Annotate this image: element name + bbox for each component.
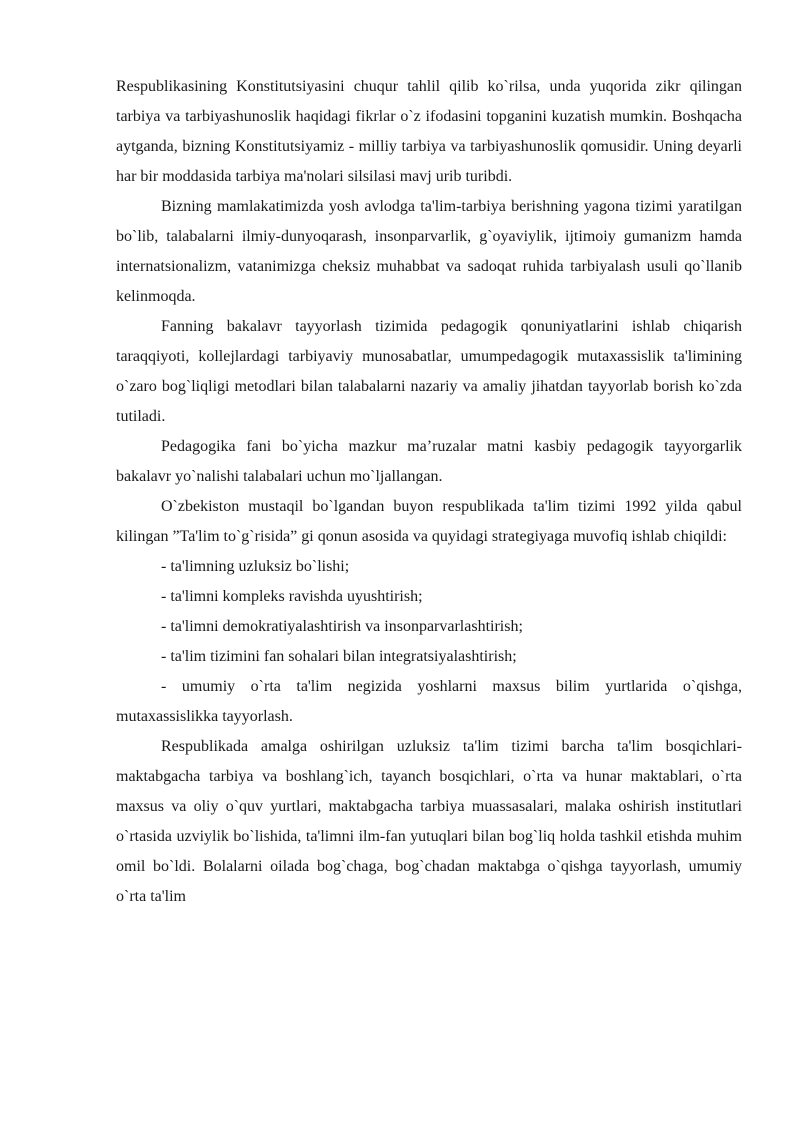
list-item: - ta'limni demokratiyalashtirish va insonparvarlashtirish; [161,618,523,635]
list-item: - ta'limni kompleks ravishda uyushtirish; [161,588,423,605]
list-item: - ta'limning uzluksiz bo`lishi; [161,558,350,575]
paragraph-bachelor-training: Fanning bakalavr tayyorlash tizimida pedagogik qonuniyatlarini ishlab chiqarish taraqqiyoti, kollejlardagi tarbiyaviy munosabatlar, umumpedagogik mutaxassislik ta'limining o`zaro bog`liqligi metodlari bilan talabalarni nazariy va amaliy jihatdan tayyorlab borish ko`zda tutiladi. [116,318,742,425]
paragraph-constitution: Respublikasining Konstitutsiyasini chuqur tahlil qilib ko`rilsa, unda yuqorida zikr qilingan tarbiya va tarbiyashunoslik haqidagi fikrlar o`z ifodasini topganini kuzatish mumkin. Boshqacha aytganda, bizning Konstitutsiyamiz - milliy tarbiya va tarbiyashunoslik qomusidir. Uning deyarli har bir moddasida tarbiya ma'nolari silsilasi mavj urib turibdi. [116,78,742,185]
list-item: - ta'lim tizimini fan sohalari bilan integratsiyalashtirish; [161,648,517,665]
list-item: - umumiy o`rta ta'lim negizida yoshlarni maxsus bilim yurtlarida o`qishga, mutaxassislikka tayyorlash. [116,678,742,725]
document-page [116,72,742,912]
paragraph-lecture-notes: Pedagogika fani bo`yicha mazkur ma’ruzalar matni kasbiy pedagogik tayyorgarlik bakalavr yo`nalishi talabalari uchun mo`ljallangan. [116,438,742,485]
paragraph-law-1992: O`zbekiston mustaqil bo`lgandan buyon respublikada ta'lim tizimi 1992 yilda qabul kilingan ”Ta'lim to`g`risida” gi qonun asosida va quyidagi strategiyaga muvofiq ishlab chiqildi: [116,498,742,545]
paragraph-education-system: Bizning mamlakatimizda yosh avlodga ta'lim-tarbiya berishning yagona tizimi yaratilgan bo`lib, talabalarni ilmiy-dunyoqarash, insonparvarlik, g`oyaviylik, ijtimoiy gumanizm hamda internatsionalizm, vatanimizga cheksiz muhabbat va sadoqat ruhida tarbiyalash usuli qo`llanib kelinmoqda. [116,198,742,305]
paragraph-continuous-education: Respublikada amalga oshirilgan uzluksiz ta'lim tizimi barcha ta'lim bosqichlari-maktabgacha tarbiya va boshlang`ich, tayanch bosqichlari, o`rta va hunar maktablari, o`rta maxsus va oliy o`quv yurtlari, maktabgacha tarbiya muassasalari, malaka oshirish institutlari o`rtasida uzviylik bo`lishida, ta'limni ilm-fan yutuqlari bilan bog`liq holda tashkil etishda muhim omil bo`ldi. Bolalarni oilada bog`chaga, bog`chadan maktabga o`qishga tayyorlash, umumiy o`rta ta'lim [116,738,742,905]
